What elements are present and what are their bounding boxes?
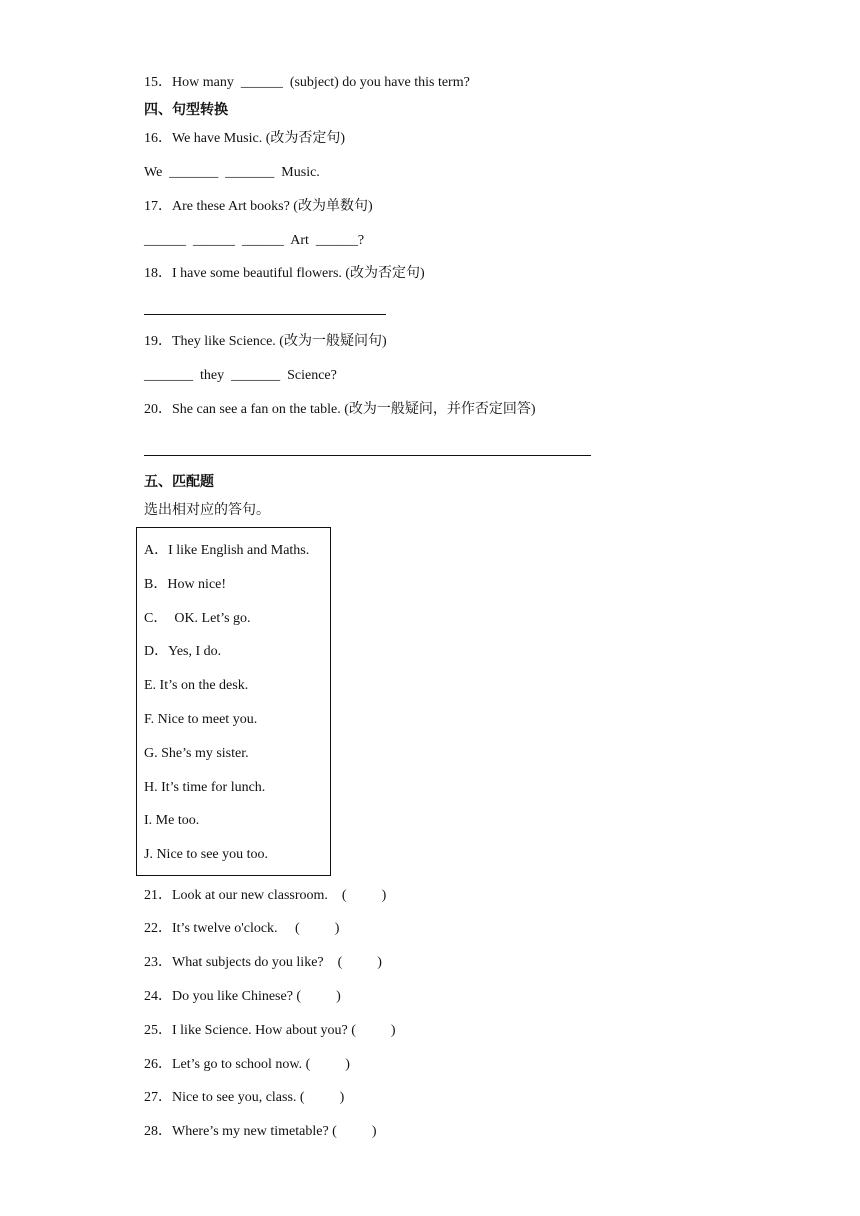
section-5-instruction: 选出相对应的答句。 [144, 502, 270, 518]
question-16-prompt: 16．We have Music. (改为否定句) [144, 131, 346, 146]
question-26: 26．Let’s go to school now. ( ) [144, 1057, 350, 1072]
question-23: 23．What subjects do you like? ( ) [144, 955, 382, 970]
question-17-prompt: 17．Are these Art books? (改为单数句) [144, 199, 373, 214]
question-28: 28．Where’s my new timetable? ( ) [144, 1124, 377, 1139]
question-20-answer-line [144, 455, 591, 456]
question-19-answer: _______ they _______ Science? [144, 368, 337, 383]
question-18-answer-line [144, 314, 386, 315]
option-h: H. It’s time for lunch. [144, 780, 266, 795]
question-15: 15．How many ______ (subject) do you have this term? [144, 75, 470, 90]
option-i: I. Me too. [144, 813, 200, 828]
option-c: C． OK. Let’s go. [144, 611, 251, 626]
section-4-title: 四、句型转换 [144, 102, 228, 118]
question-17-answer: ______ ______ ______ Art ______? [144, 233, 365, 248]
question-22: 22．It’s twelve o'clock. ( ) [144, 921, 340, 936]
section-5-title: 五、匹配题 [144, 474, 214, 490]
option-b: B．How nice! [144, 577, 227, 592]
question-25: 25．I like Science. How about you? ( ) [144, 1023, 396, 1038]
option-d: D．Yes, I do. [144, 644, 222, 659]
option-g: G. She’s my sister. [144, 746, 249, 761]
question-24: 24．Do you like Chinese? ( ) [144, 989, 341, 1004]
question-21: 21．Look at our new classroom. ( ) [144, 888, 387, 903]
question-27: 27．Nice to see you, class. ( ) [144, 1090, 345, 1105]
option-a: A．I like English and Maths. [144, 543, 310, 558]
option-e: E. It’s on the desk. [144, 678, 249, 693]
question-20-prompt: 20．She can see a fan on the table. (改为一般疑问，并作否定回答) [144, 402, 536, 417]
question-18-prompt: 18．I have some beautiful flowers. (改为否定句) [144, 266, 425, 281]
option-f: F. Nice to meet you. [144, 712, 258, 727]
question-16-answer: We _______ _______ Music. [144, 165, 320, 180]
question-19-prompt: 19．They like Science. (改为一般疑问句) [144, 334, 387, 349]
option-j: J. Nice to see you too. [144, 847, 269, 862]
